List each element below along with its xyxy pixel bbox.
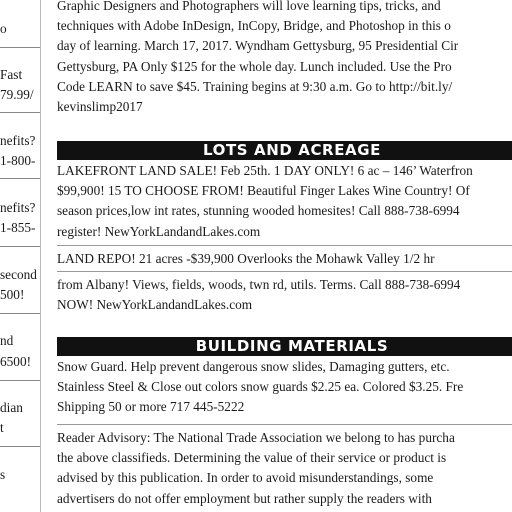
ad-text-line: Snow Guard. Help prevent dangerous snow slides, Damaging gutters, etc. [57,359,450,374]
left-column-fragment: dian [0,400,23,415]
column-separator [40,0,41,512]
left-column-fragment: nd [0,333,14,348]
ad-text-line: Shipping 50 or more 717 445-5222 [57,399,245,415]
ad-text-line: NOW! NewYorkLandandLakes.com [57,297,253,313]
ad-text-line: Stainless Steel & Close out colors snow guards $2.25 ea. Colored $3.25. Fre [57,379,464,395]
ad-text-line: the above classifieds. Determining the value of their service or product is [57,450,447,466]
ad-text-line: techniques with Adobe InDesign, InCopy, Bridge, and Photoshop in this o [57,18,451,34]
left-column-divider [0,246,40,247]
left-column-divider [0,380,40,381]
classified-ad [57,357,512,418]
left-column-divider [0,47,40,48]
left-column-fragment: s [0,467,6,482]
ad-text-line: advertisers do not offer employment but rather supply the readers with [57,490,432,506]
left-column [0,0,40,512]
section-header-lots-and-acreage: LOTS AND ACREAGE [57,141,512,160]
left-column-fragment: 500! [0,287,25,302]
ad-divider [57,271,512,272]
ad-text-line: advised by this publication. In order to avoid misunderstandings, some [57,470,434,486]
classified-ad [57,161,512,242]
left-column-fragment: Fast [0,67,23,82]
left-column-fragment: 79.99/ [0,87,34,102]
left-column-fragment: nefits? [0,133,36,148]
left-column-fragment: second [0,267,37,282]
classified-ad [57,249,512,269]
ad-text-line: Graphic Designers and Photographers will love learning tips, tricks, and [57,0,441,13]
left-column-fragment: o [0,21,7,36]
left-column-fragment: nefits? [0,200,36,215]
ad-divider [57,245,512,246]
left-column-fragment: 1-855- [0,220,36,235]
ad-text-line: season prices,low int rates, stunning wooded homesites! Call 888-738-6994 [57,203,460,219]
left-column-divider [0,446,40,447]
classified-ad [57,275,512,315]
ad-text-line: $99,900! 15 TO CHOOSE FROM! Beautiful Finger Lakes Wine Country! Of [57,183,470,199]
ad-text-line: Reader Advisory: The National Trade Association we belong to has purcha [57,430,455,445]
left-column-fragment: t [0,420,4,435]
ad-text-line: kevinslimp2017 [57,99,143,115]
intro-ad [57,0,512,117]
ad-text-line: Gettysburg, PA Only $125 for the whole day. Lunch included. Use the Pro [57,58,452,74]
left-column-divider [0,313,40,314]
section-header-building-materials: BUILDING MATERIALS [57,337,512,356]
ad-text-line: LAKEFRONT LAND SALE! Feb 25th. 1 DAY ONLY! 6 ac – 146’ Waterfron [57,163,473,178]
left-column-fragment: 6500! [0,354,32,369]
left-column-divider [0,112,40,113]
ad-text-line: Code LEARN to save $45. Training begins at 9:30 a.m. Go to http://bit.ly/ [57,78,453,94]
ad-text-line: from Albany! Views, fields, woods, twn rd, utils. Terms. Call 888-738-6994 [57,277,461,292]
ad-text-line: register! NewYorkLandandLakes.com [57,223,261,239]
left-column-divider [0,178,40,179]
main-column [57,0,512,512]
ad-text-line: day of learning. March 17, 2017. Wyndham Gettysburg, 95 Presidential Cir [57,38,459,54]
reader-advisory [57,428,512,509]
ad-divider [57,424,512,425]
ad-text-line: LAND REPO! 21 acres -$39,900 Overlooks the Mohawk Valley 1/2 hr [57,251,435,266]
left-column-fragment: 1-800- [0,153,36,168]
